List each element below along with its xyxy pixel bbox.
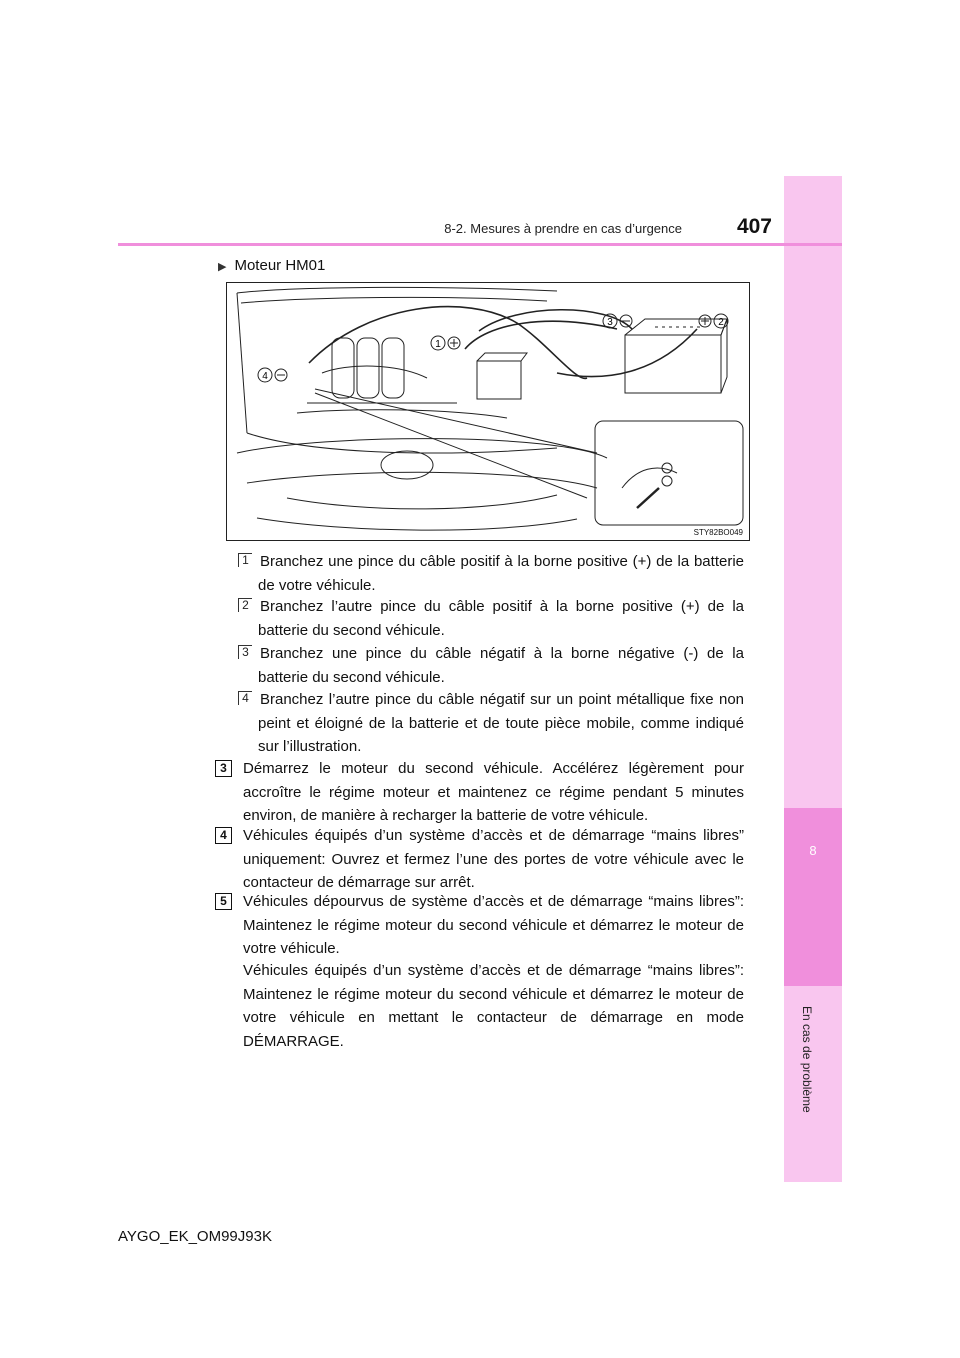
callout-4: 4 xyxy=(262,371,268,382)
chapter-number: 8 xyxy=(809,843,817,858)
substep-marker-4: 4 xyxy=(238,691,252,705)
step-marker-5: 5 xyxy=(215,893,232,910)
substep-2-text: Branchez l’autre pince du câble positif à la borne positive (+) de la batterie du second véhicule. xyxy=(258,598,744,639)
callout-2: 2 xyxy=(718,317,724,328)
triangle-bullet-icon: ▶ xyxy=(218,261,227,273)
step-5-text-continued: Véhicules équipés d’un système d’accès et de démarrage “mains libres”: Maintenez le régime moteur du second véhicule et démarrez le moteur de votre véhicule en mettant le contacteur de démarrage en mode DÉMARRAGE. xyxy=(243,962,744,1050)
chapter-band xyxy=(784,808,842,986)
step-4-text: Véhicules équipés d’un système d’accès et de démarrage “mains libres” uniquement: Ouvrez et fermez l’une des portes de votre véhicule avec le contacteur de démarrage sur arrêt. xyxy=(243,827,744,891)
step-3-text: Démarrez le moteur du second véhicule. Accélérez légèrement pour accroître le régime moteur et maintenez ce régime pendant 5 minutes environ, de manière à recharger la batterie de votre véhicule. xyxy=(243,760,744,824)
header-rule xyxy=(118,243,842,246)
subheading-text: Moteur HM01 xyxy=(234,257,326,274)
substep-3-text: Branchez une pince du câble négatif à la borne négative (-) de la batterie du second véhicule. xyxy=(258,645,744,686)
subheading xyxy=(218,257,325,274)
figure-code: STY82BO049 xyxy=(693,528,743,537)
document-code-footer: AYGO_EK_OM99J93K xyxy=(118,1228,272,1245)
page-number: 407 xyxy=(736,215,772,238)
callout-3: 3 xyxy=(607,317,613,328)
substep-marker-3: 3 xyxy=(238,645,252,659)
header-section-title: 8-2. Mesures à prendre en cas d’urgence xyxy=(444,221,682,236)
substep-marker-1: 1 xyxy=(238,553,252,567)
substep-marker-2: 2 xyxy=(238,598,252,612)
substep-4-text: Branchez l’autre pince du câble négatif sur un point métallique fixe non peint et éloigné de la batterie et de toute pièce mobile, comme indiqué sur l’illustration. xyxy=(258,691,744,755)
step-marker-3: 3 xyxy=(215,760,232,777)
step-marker-4: 4 xyxy=(215,827,232,844)
chapter-title: En cas de problème xyxy=(800,1006,814,1113)
engine-jump-start-illustration xyxy=(226,282,750,541)
chapter-side-tab xyxy=(784,176,842,1182)
callout-labels xyxy=(227,283,751,542)
step-5-text: Véhicules dépourvus de système d’accès et de démarrage “mains libres”: Maintenez le régime moteur du second véhicule et démarrez le moteur de votre véhicule. xyxy=(243,893,744,957)
callout-1: 1 xyxy=(435,339,441,350)
substep-1-text: Branchez une pince du câble positif à la borne positive (+) de la batterie de votre véhicule. xyxy=(258,553,744,594)
